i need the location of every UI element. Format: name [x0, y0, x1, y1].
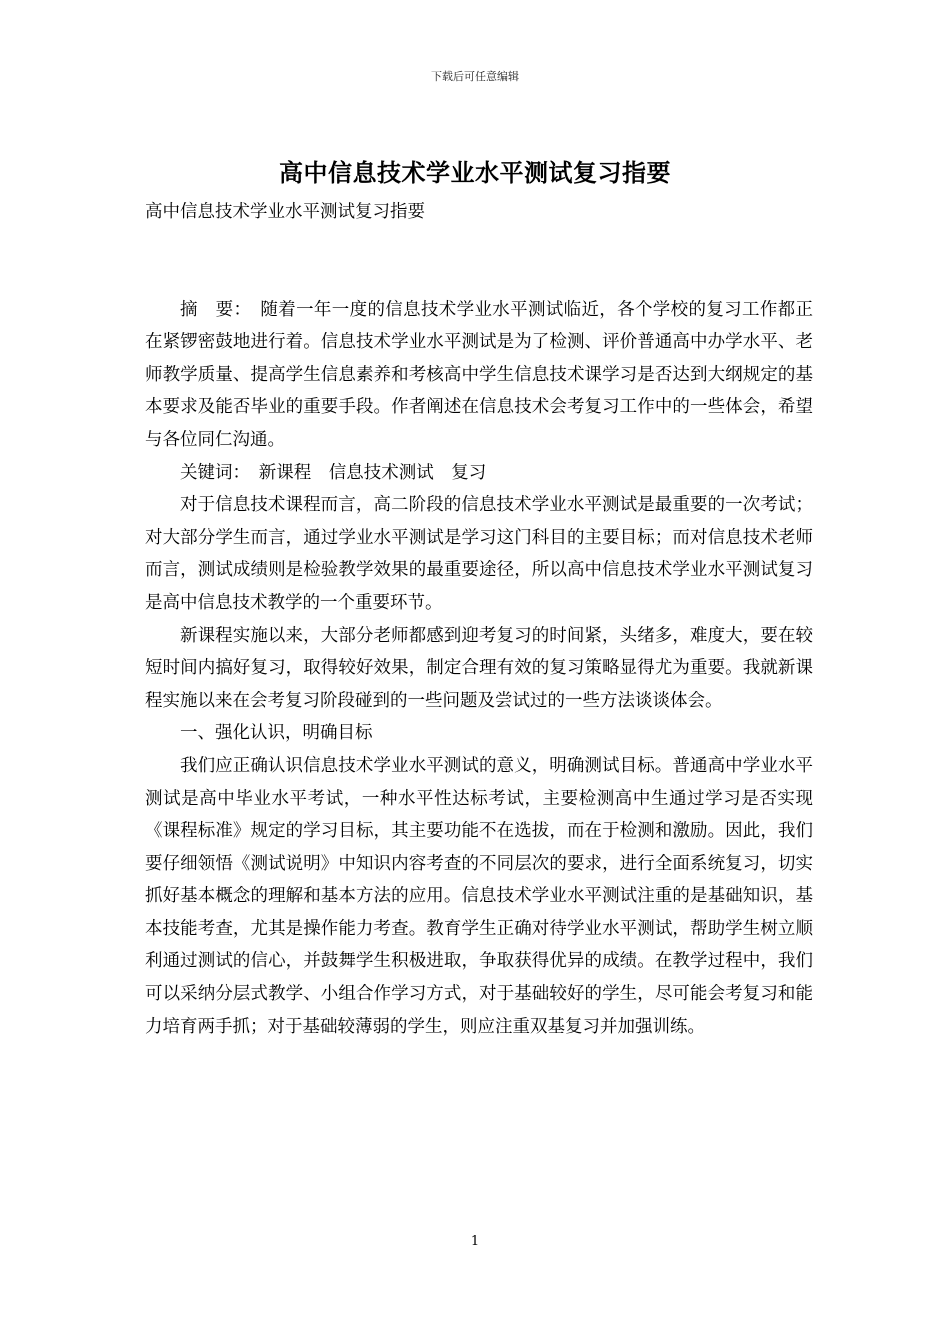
body-paragraph: 对于信息技术课程而言，高二阶段的信息技术学业水平测试是最重要的一次考试；对大部分学生而言，通过学业水平测试是学习这门科目的主要目标；而对信息技术老师而言，测试成绩则是检验教学效果的最重要途径，所以高中信息技术学业水平测试复习是高中信息技术教学的一个重要环节。	[145, 495, 813, 613]
blank-line	[145, 229, 813, 294]
body-paragraph: 我们应正确认识信息技术学业水平测试的意义，明确测试目标。普通高中学业水平测试是高中毕业水平考试，一种水平性达标考试，主要检测高中生通过学习是否实现《课程标准》规定的学习目标，其主要功能不在选拔，而在于检测和激励。因此，我们要仔细领悟《测试说明》中知识内容考查的不同层次的要求，进行全面系统复习，切实抓好基本概念的理解和基本方法的应用。信息技术学业水平测试注重的是基础知识，基本技能考查，尤其是操作能力考查。教育学生正确对待学业水平测试，帮助学生树立顺利通过测试的信心，并鼓舞学生积极进取，争取获得优异的成绩。在教学过程中，我们可以采纳分层式教学、小组合作学习方式，对于基础较好的学生，尽可能会考复习和能力培育两手抓；对于基础较薄弱的学生，则应注重双基复习并加强训练。	[145, 755, 813, 1037]
page-number: 1	[470, 1234, 480, 1249]
keywords-line: 关键词： 新课程 信息技术测试 复习	[180, 462, 487, 483]
abstract-paragraph: 摘 要： 随着一年一度的信息技术学业水平测试临近，各个学校的复习工作都正在紧锣密鼓地进行着。信息技术学业水平测试是为了检测、评价普通高中办学水平、老师教学质量、提高学生信息素养和考核高中学生信息技术课学习是否达到大纲规定的基本要求及能否毕业的重要手段。作者阐述在信息技术会考复习工作中的一些体会，希望与各位同仁沟通。	[145, 299, 813, 450]
section-heading: 一、强化认识，明确目标	[180, 723, 373, 744]
document-body	[145, 196, 813, 1043]
body-paragraph: 新课程实施以来，大部分老师都感到迎考复习的时间紧，头绪多，难度大，要在较短时间内搞好复习，取得较好效果，制定合理有效的复习策略显得尤为重要。我就新课程实施以来在会考复习阶段碰到的一些问题及尝试过的一些方法谈谈体会。	[145, 625, 813, 711]
document-subtitle: 高中信息技术学业水平测试复习指要	[145, 202, 425, 222]
header-note: 下载后可任意编辑	[431, 70, 519, 83]
document-title: 高中信息技术学业水平测试复习指要	[279, 158, 671, 187]
